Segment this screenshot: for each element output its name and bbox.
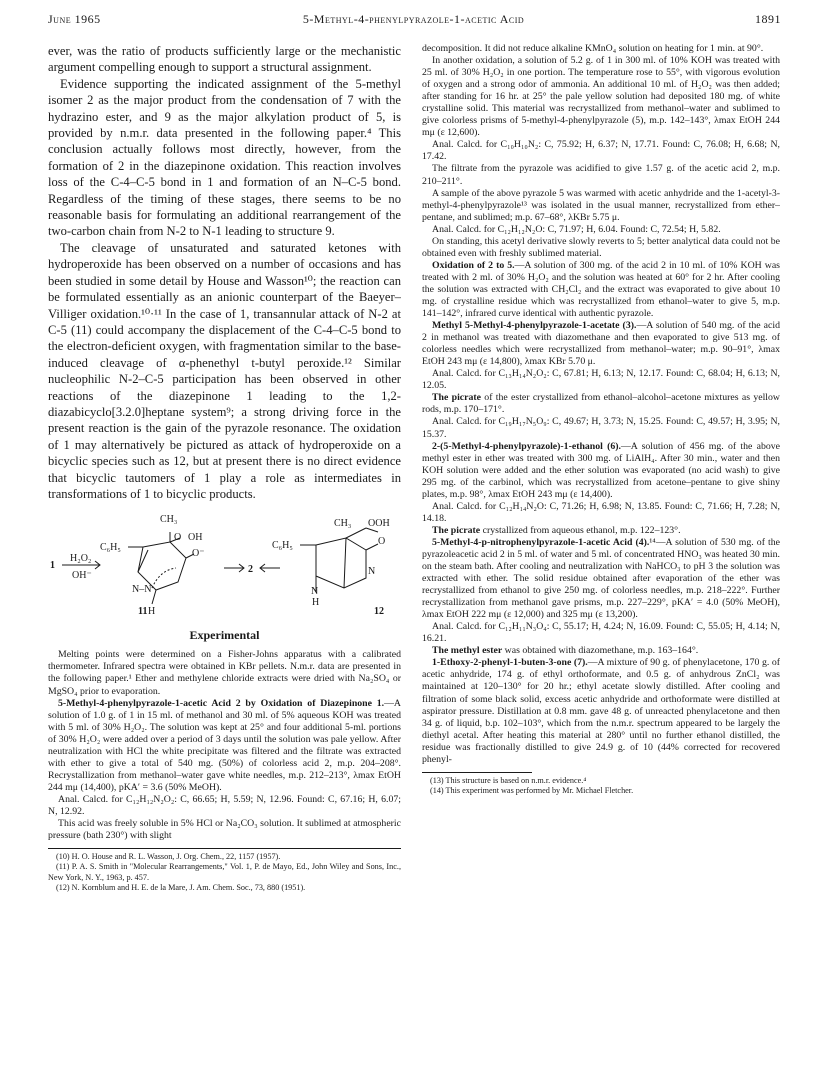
running-header-date: June 1965 — [48, 12, 101, 26]
analysis-paragraph: Anal. Calcd. for C₁₂H₁₂N₂O₂: C, 66.65; H, 5.59; N, 12.96. Found: C, 67.16; H, 6.07; N, 12.92. — [48, 793, 401, 817]
run-in-heading: Methyl 5-Methyl-4-phenylpyrazole-1-acetate (3). — [432, 320, 637, 332]
hydroperoxy-group: OOH — [368, 518, 390, 530]
hydrogen-b: H — [312, 597, 320, 609]
experimental-paragraph: Melting points were determined on a Fisher-Johns apparatus with a calibrated thermometer. Infrared spectra were obtained in KBr pellets. N.m.r. data are presented in the following paper.¹ Ether and methylene chloride extracts were dried with Na₂SO₄ or MgSO₄ prior to evaporation. — [48, 649, 401, 697]
experimental-paragraph: 5-Methyl-4-phenylpyrazole-1-acetic Acid 2 by Oxidation of Diazepinone 1.—A solution of 1.0 g. of 1 in 15 ml. of methanol and 30 ml. of 5% aqueous KOH was treated with 5 ml. of 30% H₂O₂. The solution was kept at 25° and four additional 5-ml. portions of 30% H₂O₂ were added over a period of 3 days until the solution was pale yellow. After neutralization with HCl the white precipitate was filtered and the filtrate was extracted with ether to give a total of 540 mg. (50%) of colorless acid 2, m.p. 204–208°. Recrystallization from methanol–water gave white needles, m.p. 212–213°, λmax EtOH 244 mμ (14,400), pKA′ = 3.6 (50% MeOH). — [48, 697, 401, 793]
footnote-divider — [48, 848, 401, 849]
run-in-heading: 5-Methyl-4-p-nitrophenylpyrazole-1-acetic Acid (4). — [432, 536, 650, 548]
methyl-group-b: CH₃ — [334, 518, 352, 530]
experimental-paragraph: Anal. Calcd. for C₁₀H₁₀N₂: C, 75.92; H, 6.37; N, 17.71. Found: C, 76.08; H, 6.68; N, 17.42. — [422, 139, 780, 163]
experimental-paragraph: Methyl 5-Methyl-4-phenylpyrazole-1-acetate (3).—A solution of 540 mg. of the acid 2 in methanol was treated with diazomethane and then evaporated to give 513 mg. of colorless needles which were recrystallized from methanol–water; m.p. 90–91°, λmax EtOH 243 mμ (ε 14,800), λmax KBr 5.70 μ. — [422, 320, 780, 368]
reagent-hydroxide: OH⁻ — [72, 570, 92, 582]
nitrogen-b: N — [368, 566, 376, 578]
experimental-paragraph: The picrate of the ester crystallized from ethanol–alcohol–acetone mixtures as yellow rods, m.p. 170–171°. — [422, 392, 780, 416]
run-in-heading: 5-Methyl-4-phenylpyrazole-1-acetic Acid 2 by Oxidation of Diazepinone 1. — [58, 697, 385, 709]
run-in-heading: 1-Ethoxy-2-phenyl-1-buten-3-one (7). — [432, 657, 588, 669]
discussion-paragraph: Evidence supporting the indicated assignment of the 5-methyl isomer 2 as the major product from the condensation of 7 with the hydrazino ester, and 9 as the major alkylation product of 5, is provided by n.m.r. data presented in the following paper.⁴ This conclusion actually follows most directly, however, from the formation of 2 in the diazepinone oxidation. This reaction involves loss of the C-4–C-5 bond in 1 and formation of an N–C-5 bond. Regardless of the timing of these stages, there seems to be no reasonable basis for formulating an additional rearrangement of the two-carbon chain from N-2 to N-1 leading to structure 9. — [48, 76, 401, 239]
run-in-heading: The picrate — [432, 392, 482, 404]
scheme-label-2: 2 — [248, 564, 253, 576]
footnote-divider — [422, 772, 532, 773]
footnote: (10) H. O. House and R. L. Wasson, J. Org. Chem., 22, 1157 (1957). — [56, 852, 281, 862]
footnotes-left — [48, 852, 401, 893]
footnote: (11) P. A. S. Smith in "Molecular Rearrangements," Vol. 1, P. de Mayo, Ed., John Wiley and Sons, Inc., New York, N. Y., 1963, p. 457. — [48, 862, 401, 882]
footnote: (14) This experiment was performed by Mr. Michael Fletcher. — [430, 786, 634, 796]
run-in-heading: 2-(5-Methyl-4-phenylpyrazole)-1-ethanol (6). — [432, 440, 621, 452]
experimental-paragraph: Anal. Calcd. for C₁₂H₁₄N₂O: C, 71.26; H, 6.98; N, 13.85. Found: C, 71.66; H, 7.28; N, 14.18. — [422, 500, 780, 524]
experimental-paragraph: A sample of the above pyrazole 5 was warmed with acetic anhydride and the 1-acetyl-3-methyl-4-phenylpyrazole¹³ was isolated in the usual manner, recrystallized from ether–pentane, and sublimed; m.p. 67–68°, λKBr 5.75 μ. — [422, 187, 780, 223]
footnote: (12) N. Kornblum and H. E. de la Mare, J. Am. Chem. Soc., 73, 880 (1951). — [56, 882, 306, 892]
left-column — [48, 43, 401, 1065]
run-in-heading: The methyl ester — [432, 645, 503, 657]
experimental-paragraph: This acid was freely soluble in 5% HCl or Na₂CO₃ solution. It sublimed at atmospheric pressure (bath 230°) with slight — [48, 818, 401, 842]
phenyl-group-b: C₆H₅ — [272, 540, 293, 552]
right-column — [422, 43, 780, 1065]
reaction-scheme-drawing — [48, 510, 401, 618]
oxygen-a: O — [174, 532, 182, 544]
scheme-label-1: 1 — [50, 560, 55, 572]
scheme-label-11: 11 — [138, 606, 148, 618]
experimental-paragraph: Oxidation of 2 to 5.—A solution of 300 mg. of the acid 2 in 10 ml. of 10% KOH was treated with 2 ml. of 30% H₂O₂ and the solution was heated at 60° for 2 hr. After cooling the solution was extracted with CH₂Cl₂ and the extract was evaporated to give about 10 mg. of crystalline residue which was recrystallized from ethanol–water to give 5, m.p. 141–142°, infrared curve identical with authentic pyrazole. — [422, 259, 780, 320]
oxide-anion: O⁻ — [192, 548, 205, 560]
experimental-paragraph: On standing, this acetyl derivative slowly reverts to 5; better analytical data could not be obtained even with freshly sublimed material. — [422, 235, 780, 259]
experimental-paragraph: In another oxidation, a solution of 5.2 g. of 1 in 300 ml. of 10% KOH was treated with 25 ml. of 30% H₂O₂ in one portion. The temperature rose to 55°, with vigorous evolution of oxygen and a strong odor of ammonia. An additional 10 ml. of H₂O₂ was then added; after standing for 16 hr. at 25° the pale yellow solution had deposited 180 mg. of white crystalline solid. This material was recrystallized from methanol–water and sublimed to give colorless prisms of 5-methyl-4-phenylpyrazole (5), m.p. 142–143°, λmax EtOH 244 mμ (ε 12,600). — [422, 55, 780, 139]
phenyl-group-a: C₆H₅ — [100, 542, 121, 554]
experimental-heading: Experimental — [189, 628, 260, 643]
experimental-paragraph: Anal. Calcd. for C₁₃H₁₄N₂O₂: C, 67.81; H, 6.13; N, 12.17. Found: C, 68.04; H, 6.13; N, 12.05. — [422, 368, 780, 392]
running-header-title: 5-Methyl-4-phenylpyrazole-1-acetic Acid — [302, 12, 525, 26]
scheme-label-12: 12 — [374, 606, 384, 618]
reaction-scheme — [48, 510, 401, 618]
diazepinone-ring — [138, 542, 186, 590]
discussion-text — [48, 43, 401, 502]
run-in-heading: Oxidation of 2 to 5. — [432, 259, 515, 271]
discussion-paragraph: ever, was the ratio of products sufficiently large or the mechanistic argument compelling enough to support a structural assignment. — [48, 44, 401, 75]
discussion-paragraph: The cleavage of unsaturated and saturated ketones with hydroperoxide has been observed on a number of occasions and has been studied in some detail by House and Wasson¹⁰; the reaction can be formulated essentially as an anionic counterpart of the Baeyer–Villiger oxidation.¹⁰·¹¹ In the case of 1, transannular attack of N-2 at C-5 (11) could accompany the displacement of the C-4–C-5 bond to the electron-deficient oxygen, with fragmentation similar to the base-induced cleavage of α-phenethyl t-butyl peroxide.¹² Similar nucleophilic N-2–C-5 participation has been observed in other reactions of the diazepinone 1 leading to the 1,2-diazabicyclo[3.2.0]heptane system⁹; a strong driving force in the present reaction is the gain of the pyrazole resonance. The oxidation of 1 may alternatively be pictured as attack of hydroperoxide on a bicyclic species such as 12, but at present there is no direct evidence that bicyclic tautomers of 1 play a role as intermediates in transformations of 1 to bicyclic products. — [48, 240, 401, 501]
experimental-paragraph: Anal. Calcd. for C₁₂H₁₂N₂O: C, 71.97; H, 6.04. Found: C, 72.54; H, 5.82. — [432, 223, 721, 235]
footnotes-right — [422, 776, 780, 796]
experimental-paragraph: 5-Methyl-4-p-nitrophenylpyrazole-1-acetic Acid (4).¹⁴—A solution of 530 mg. of the pyrazoleacetic acid 2 in 5 ml. of water and 5 ml. of concentrated HNO₃ was heated 30 min. on the steam bath. After cooling and neutralization with NaHCO₃ to pH 3 the solution was extracted with ether. The solid residue obtained after evaporation of the ether was recrystallized from ethanol to give 250 mg. of colorless needles, m.p. 218–222°. Further recrystallization from methanol gave prisms, m.p. 227–229°, pKA′ = 4.0 (50% MeOH), λmax EtOH 222 mμ (ε 12,000) and 325 mμ (ε 13,200). — [422, 536, 780, 621]
reagent-peroxide: H₂O₂ — [70, 553, 92, 565]
experimental-text — [48, 649, 401, 842]
nitrogen-c: N — [311, 586, 319, 598]
experimental-paragraph: The picrate crystallized from aqueous ethanol, m.p. 122–123°. — [432, 524, 681, 536]
experimental-paragraph: The methyl ester was obtained with diazomethane, m.p. 163–164°. — [432, 645, 699, 657]
page-number: 1891 — [755, 12, 781, 26]
hydrazine-bond: N–N — [132, 584, 152, 596]
experimental-paragraph: 1-Ethoxy-2-phenyl-1-buten-3-one (7).—A mixture of 90 g. of phenylacetone, 170 g. of acetic anhydride, 174 g. of ethyl orthoformate, and 0.5 g. of anhydrous ZnCl₂ was maintained at 120–130° for 20 hr.; ethyl acetate slowly distilled. After cooling and filtration of some black solid, excess acetic anhydride and orthoformate were distilled at aspirator pressure. Distillation at 0.8 mm. gave 48 g. of unreacted phenylacetone and then 34 g. of liquid, b.p. 102–103°, which from the n.m.r. spectrum appeared to be largely the diethyl acetal. After heating this material at 280° until no further ethanol distilled, the residue was fractionally distilled to give 24.9 g. of 10 (44% corrected for recovered phenyl- — [422, 657, 780, 765]
methyl-group-a: CH₃ — [160, 514, 178, 526]
experimental-text-continued — [422, 43, 780, 766]
experimental-paragraph: decomposition. It did not reduce alkaline KMnO₄ solution on heating for 1 min. at 90°. — [422, 43, 764, 54]
experimental-paragraph: 2-(5-Methyl-4-phenylpyrazole)-1-ethanol (6).—A solution of 456 mg. of the above methyl ester in ether was treated with 300 mg. of LiAlH₄. After 30 min., water and then KOH solution were added and the ether solution was evaporated (no acid wash) to give 295 mg. of the carbinol, which was recrystallized from acetone–pentane to give shiny plates, m.p. 98°, λmax EtOH 243 mμ (ε 14,400). — [422, 440, 780, 500]
run-in-heading: The picrate — [432, 524, 481, 536]
bicyclic-ring — [316, 538, 366, 588]
experimental-paragraph: Anal. Calcd. for C₁₉H₁₇N₅O₉: C, 49.67; H, 3.73; N, 15.25. Found: C, 49.57; H, 3.95; N, 15.37. — [422, 416, 780, 440]
footnote: (13) This structure is based on n.m.r. evidence.⁴ — [430, 775, 587, 785]
experimental-paragraph: The filtrate from the pyrazole was acidified to give 1.57 g. of the acetic acid 2, m.p. 210–211°. — [422, 163, 780, 187]
hydrogen-a: H — [148, 606, 156, 618]
hydroxyl-group: OH — [188, 532, 203, 544]
experimental-paragraph: Anal. Calcd. for C₁₂H₁₁N₃O₄: C, 55.17; H, 4.24; N, 16.09. Found: C, 55.05; H, 4.14; N, 16.21. — [422, 621, 780, 645]
oxygen-b: O — [378, 536, 386, 548]
